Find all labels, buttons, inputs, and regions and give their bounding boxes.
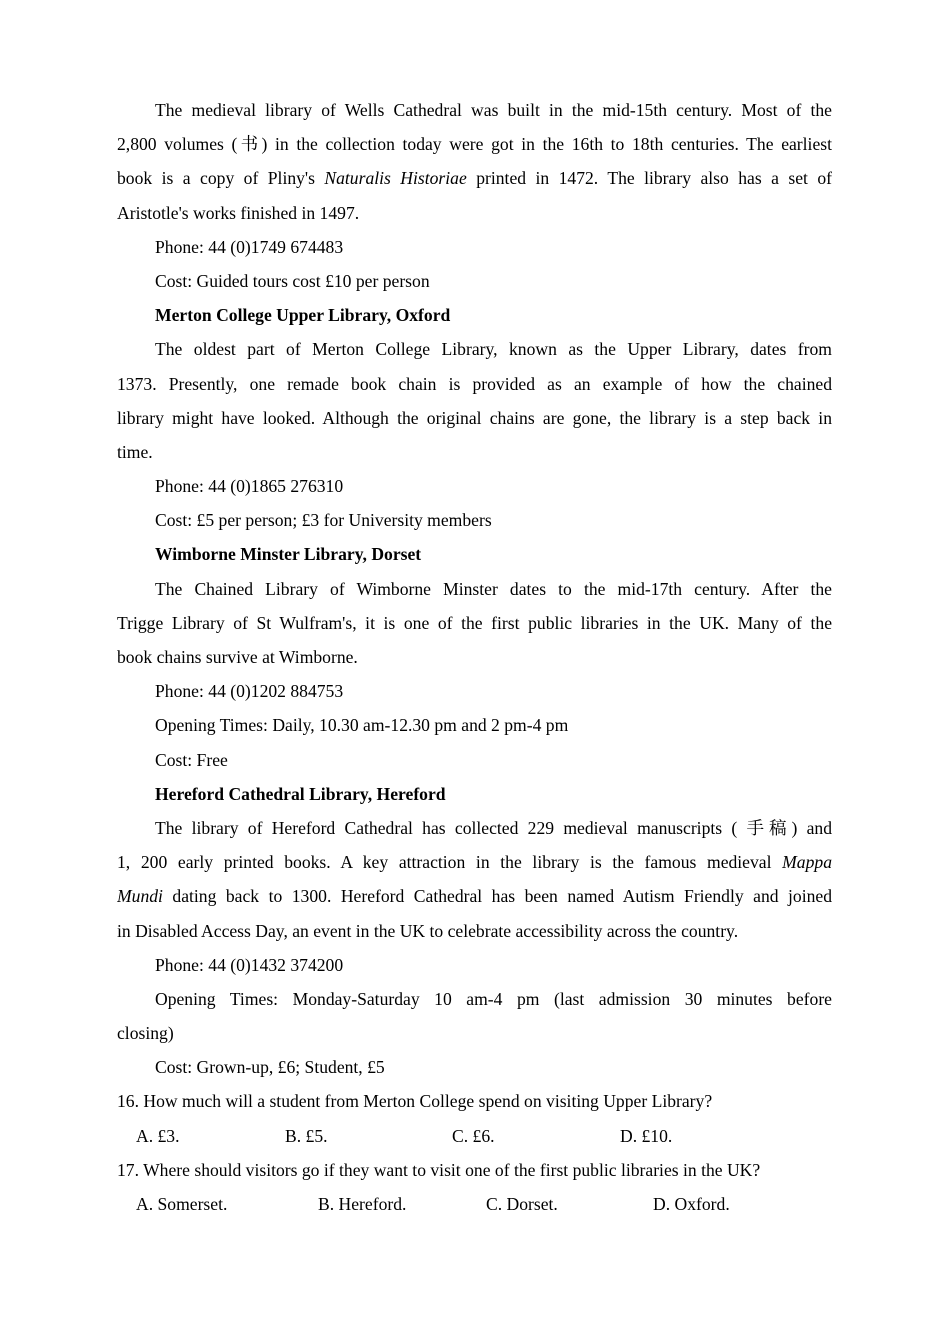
option-d: D. Oxford. bbox=[653, 1194, 730, 1214]
hereford-paragraph-line: The library of Hereford Cathedral has collected 229 medieval manuscripts ( 手稿) and bbox=[155, 817, 832, 838]
merton-paragraph-line: The oldest part of Merton College Library, known as the Upper Library, dates from bbox=[155, 339, 832, 360]
hereford-paragraph-line bbox=[117, 879, 832, 913]
option-a: A. Somerset. bbox=[136, 1194, 228, 1214]
wimborne-cost: Cost: Free bbox=[155, 749, 228, 770]
merton-paragraph-line: library might have looked. Although the original chains are gone, the library is a step back in bbox=[117, 407, 832, 428]
wimborne-opening-times: Opening Times: Daily, 10.30 am-12.30 pm and 2 pm-4 pm bbox=[155, 715, 569, 736]
wells-paragraph-line bbox=[117, 161, 832, 195]
hereford-text: dating back to 1300. Hereford Cathedral has been named Autism Friendly and joined bbox=[162, 886, 832, 907]
option-b: B. £5. bbox=[285, 1125, 328, 1146]
question-16-options bbox=[117, 1119, 832, 1153]
wells-paragraph-line: 2,800 volumes (书) in the collection today were got in the 16th to 18th centuries. The earliest bbox=[117, 134, 832, 155]
question-17-options bbox=[117, 1187, 832, 1221]
hereford-text: 1, 200 early printed books. A key attraction in the library is the famous medieval bbox=[117, 852, 783, 873]
mappa-mundi-title: Mundi bbox=[117, 886, 163, 907]
option-a: A. £3. bbox=[136, 1125, 180, 1146]
merton-paragraph-line: time. bbox=[117, 441, 153, 462]
mappa-mundi-title: Mappa bbox=[782, 852, 832, 873]
hereford-paragraph-line bbox=[117, 845, 832, 879]
wimborne-heading: Wimborne Minster Library, Dorset bbox=[155, 544, 422, 565]
question-17: 17. Where should visitors go if they want to visit one of the first public libraries in the UK? bbox=[117, 1159, 761, 1180]
hereford-paragraph-line: in Disabled Access Day, an event in the UK to celebrate accessibility across the country. bbox=[117, 920, 739, 941]
option-c: C. £6. bbox=[452, 1125, 495, 1146]
wimborne-paragraph-line: The Chained Library of Wimborne Minster dates to the mid-17th century. After the bbox=[155, 578, 832, 599]
hereford-cost: Cost: Grown-up, £6; Student, £5 bbox=[155, 1057, 385, 1078]
wimborne-phone: Phone: 44 (0)1202 884753 bbox=[155, 681, 344, 702]
wimborne-paragraph-line: Trigge Library of St Wulfram's, it is one of the first public libraries in the UK. Many of the bbox=[117, 612, 832, 633]
question-16: 16. How much will a student from Merton College spend on visiting Upper Library? bbox=[117, 1091, 713, 1112]
book-title-naturalis-historiae: Naturalis Historiae bbox=[324, 168, 467, 189]
wimborne-paragraph-line: book chains survive at Wimborne. bbox=[117, 647, 358, 667]
hereford-opening-times: Opening Times: Monday-Saturday 10 am-4 pm (last admission 30 minutes before bbox=[155, 988, 832, 1009]
option-d: D. £10. bbox=[620, 1125, 673, 1146]
merton-cost: Cost: £5 per person; £3 for University members bbox=[155, 510, 492, 531]
document-page bbox=[117, 93, 832, 1221]
option-b: B. Hereford. bbox=[318, 1194, 407, 1214]
merton-heading: Merton College Upper Library, Oxford bbox=[155, 305, 451, 326]
wells-text: printed in 1472. The library also has a set of bbox=[466, 168, 832, 189]
hereford-heading: Hereford Cathedral Library, Hereford bbox=[155, 783, 446, 804]
hereford-opening-times-cont: closing) bbox=[117, 1023, 174, 1044]
wells-paragraph-line: Aristotle's works finished in 1497. bbox=[117, 202, 360, 223]
wells-text: book is a copy of Pliny's bbox=[117, 168, 325, 189]
merton-paragraph-line: 1373. Presently, one remade book chain is provided as an example of how the chained bbox=[117, 373, 832, 394]
wells-phone: Phone: 44 (0)1749 674483 bbox=[155, 236, 344, 257]
merton-phone: Phone: 44 (0)1865 276310 bbox=[155, 476, 344, 497]
option-c: C. Dorset. bbox=[486, 1194, 558, 1214]
hereford-phone: Phone: 44 (0)1432 374200 bbox=[155, 954, 344, 975]
wells-cost: Cost: Guided tours cost £10 per person bbox=[155, 270, 430, 291]
wells-paragraph-line: The medieval library of Wells Cathedral was built in the mid-15th century. Most of the bbox=[155, 100, 832, 120]
